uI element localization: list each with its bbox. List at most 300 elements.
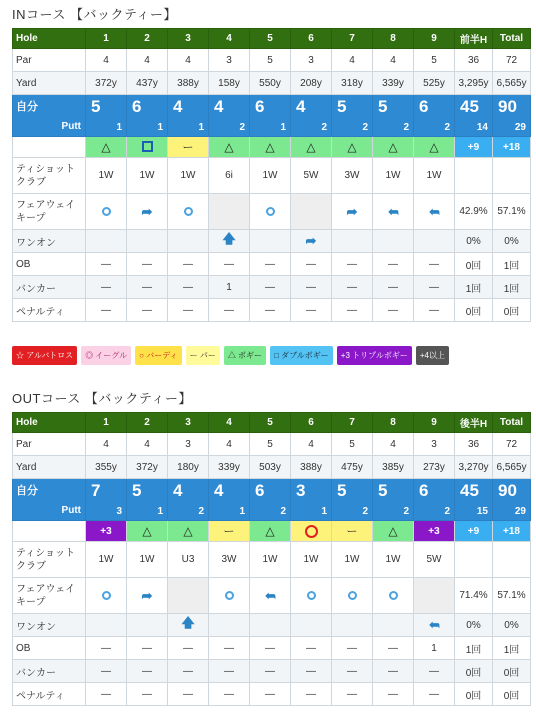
penalty-cell: — <box>414 299 455 322</box>
penalty-cell: — <box>373 683 414 706</box>
fairway-keep-label: フェアウェイ キープ <box>13 194 86 230</box>
par-cell: 4 <box>127 433 168 456</box>
result-mark-cell <box>414 521 455 542</box>
putt-value: 1 <box>157 506 163 517</box>
penalty-row <box>13 299 531 322</box>
yard-cell: 6,565y <box>493 72 531 95</box>
par-cell: 5 <box>414 49 455 72</box>
ob-cell: — <box>127 637 168 660</box>
strokes-value: 4 <box>296 97 306 116</box>
penalty-cell: 0回 <box>493 683 531 706</box>
strokes-value: 6 <box>419 481 429 500</box>
one-on-cell <box>291 230 332 253</box>
fairway-keep-cell <box>86 194 127 230</box>
bunker-row <box>13 276 531 299</box>
strokes-value: 5 <box>132 481 142 500</box>
penalty-cell: — <box>209 299 250 322</box>
putt-value: 1 <box>157 122 163 133</box>
tee-club-cell <box>493 158 531 194</box>
score-cell <box>332 479 373 521</box>
par-cell: 3 <box>414 433 455 456</box>
bunker-cell: 1回 <box>493 276 531 299</box>
strokes-value: 6 <box>255 97 265 116</box>
bunker-cell: — <box>127 276 168 299</box>
result-mark-cell <box>373 137 414 158</box>
fairway-hit-icon <box>102 207 111 216</box>
putt-value: 29 <box>514 506 526 517</box>
legend-eagle: ◎ イーグル <box>81 346 131 365</box>
bogey-triangle-icon: △ <box>388 140 398 154</box>
score-cell <box>455 95 493 137</box>
legend-albatross: ☆ アルバトロス <box>12 346 77 365</box>
one-on-cell <box>86 230 127 253</box>
par-label: Par <box>13 49 86 72</box>
arrow-left-icon: ➦ <box>264 587 276 603</box>
yard-label: Yard <box>13 72 86 95</box>
bogey-triangle-icon: △ <box>388 524 398 538</box>
bunker-cell: — <box>168 276 209 299</box>
fairway-hit-icon <box>266 207 275 216</box>
ob-label: OB <box>13 253 86 276</box>
penalty-cell: — <box>168 299 209 322</box>
score-cell <box>168 479 209 521</box>
bogey-triangle-icon: △ <box>183 524 193 538</box>
tee-club-row <box>13 542 531 578</box>
strokes-value: 90 <box>498 481 517 500</box>
bunker-row <box>13 660 531 683</box>
result-mark-cell <box>209 521 250 542</box>
fairway-keep-cell <box>373 194 414 230</box>
bunker-cell: — <box>291 276 332 299</box>
bunker-cell: — <box>332 276 373 299</box>
tee-club-cell <box>455 542 493 578</box>
putt-value: 2 <box>444 122 450 133</box>
yard-cell: 503y <box>250 456 291 479</box>
fairway-keep-cell <box>168 578 209 614</box>
hole-label: Hole <box>13 29 86 49</box>
par-cell: 4 <box>332 49 373 72</box>
fairway-keep-cell <box>414 578 455 614</box>
bunker-cell: 1回 <box>455 276 493 299</box>
penalty-cell: — <box>86 683 127 706</box>
tee-club-cell: 5W <box>291 158 332 194</box>
ob-cell: — <box>332 253 373 276</box>
score-cell <box>493 95 531 137</box>
tee-club-cell <box>493 542 531 578</box>
arrow-left-icon: ➦ <box>428 617 440 632</box>
ob-cell: — <box>332 637 373 660</box>
yard-cell: 158y <box>209 72 250 95</box>
legend-par: ー パー <box>186 346 220 365</box>
bogey-triangle-icon: △ <box>101 140 111 154</box>
result-mark-cell <box>250 137 291 158</box>
bunker-label: バンカー <box>13 276 86 299</box>
tee-club-cell: 1W <box>168 158 209 194</box>
score-row <box>13 95 531 137</box>
putt-value: 29 <box>514 122 526 133</box>
one-on-cell: 0% <box>493 230 531 253</box>
result-mark-cell <box>332 137 373 158</box>
hole-cell: 4 <box>209 413 250 433</box>
hole-cell: 4 <box>209 29 250 49</box>
strokes-value: 5 <box>337 481 347 500</box>
fairway-keep-cell <box>209 578 250 614</box>
self-label: 自分 <box>16 101 38 113</box>
bunker-cell: — <box>168 660 209 683</box>
ob-cell: — <box>168 637 209 660</box>
ob-cell: — <box>291 637 332 660</box>
hole-cell: 7 <box>332 413 373 433</box>
tee-club-cell: U3 <box>168 542 209 578</box>
one-on-label: ワンオン <box>13 230 86 253</box>
penalty-cell: — <box>332 299 373 322</box>
bunker-label: バンカー <box>13 660 86 683</box>
one-on-cell: 0% <box>455 230 493 253</box>
fairway-hit-icon <box>348 591 357 600</box>
result-mark-cell <box>168 521 209 542</box>
result-mark-cell <box>127 137 168 158</box>
hole-cell: 7 <box>332 29 373 49</box>
strokes-value: 4 <box>214 481 224 500</box>
tee-club-label: ティショット クラブ <box>13 158 86 194</box>
strokes-value: 45 <box>460 481 479 500</box>
legend-bogey: △ ボギー <box>224 346 266 365</box>
penalty-cell: — <box>332 683 373 706</box>
par-cell: 4 <box>86 433 127 456</box>
fairway-keep-cell: 71.4% <box>455 578 493 614</box>
bunker-cell: — <box>373 276 414 299</box>
hole-cell: 後半H <box>455 413 493 433</box>
ob-cell: — <box>291 253 332 276</box>
putt-value: 2 <box>321 122 327 133</box>
score-label-cell <box>13 479 86 521</box>
score-cell <box>250 95 291 137</box>
bogey-triangle-icon: △ <box>224 140 234 154</box>
result-mark-cell <box>127 521 168 542</box>
ob-cell: 1回 <box>455 637 493 660</box>
score-cell <box>373 479 414 521</box>
one-on-row <box>13 614 531 637</box>
par-dash-icon: ー <box>346 526 358 538</box>
in-course-title: INコース 【バックティー】 <box>12 7 177 22</box>
out-course-scorecard <box>12 412 531 706</box>
penalty-cell: 0回 <box>455 683 493 706</box>
strokes-value: 6 <box>255 481 265 500</box>
result-mark-cell <box>209 137 250 158</box>
yard-cell: 3,270y <box>455 456 493 479</box>
hole-cell: 3 <box>168 29 209 49</box>
yard-cell: 475y <box>332 456 373 479</box>
tee-club-cell: 3W <box>332 158 373 194</box>
ob-cell: 1 <box>414 637 455 660</box>
ob-cell: — <box>86 637 127 660</box>
hole-cell: 1 <box>86 29 127 49</box>
penalty-cell: 0回 <box>493 299 531 322</box>
arrow-right-icon: ➦ <box>305 233 317 248</box>
one-on-cell: 0% <box>493 614 531 637</box>
ob-cell: — <box>127 253 168 276</box>
legend-double-bogey: □ ダブルボギー <box>270 346 333 365</box>
result-mark-cell <box>373 521 414 542</box>
strokes-value: 5 <box>378 481 388 500</box>
arrow-up-icon: 🡅 <box>222 231 236 246</box>
score-legend <box>12 346 449 365</box>
bogey-triangle-icon: △ <box>347 140 357 154</box>
penalty-cell: — <box>250 683 291 706</box>
score-row <box>13 479 531 521</box>
yard-cell: 339y <box>373 72 414 95</box>
tee-club-cell: 1W <box>373 542 414 578</box>
putt-value: 15 <box>476 506 488 517</box>
hole-cell: 8 <box>373 413 414 433</box>
yard-cell: 437y <box>127 72 168 95</box>
ob-cell: — <box>86 253 127 276</box>
bunker-cell: — <box>291 660 332 683</box>
bunker-cell: 0回 <box>493 660 531 683</box>
ob-row <box>13 637 531 660</box>
hole-cell: 6 <box>291 29 332 49</box>
par-cell: 3 <box>209 49 250 72</box>
hole-cell: 9 <box>414 29 455 49</box>
to-par-cell: +9 <box>455 137 493 158</box>
fairway-keep-cell <box>127 578 168 614</box>
par-cell: 4 <box>168 49 209 72</box>
par-cell: 4 <box>291 433 332 456</box>
score-cell <box>86 479 127 521</box>
bogey-triangle-icon: △ <box>265 524 275 538</box>
result-mark-cell <box>86 521 127 542</box>
tee-club-cell: 1W <box>250 158 291 194</box>
yard-cell: 388y <box>291 456 332 479</box>
bogey-triangle-icon: △ <box>265 140 275 154</box>
hole-cell: 2 <box>127 29 168 49</box>
tee-club-cell: 1W <box>414 158 455 194</box>
one-on-cell <box>127 614 168 637</box>
tee-club-cell: 1W <box>373 158 414 194</box>
par-cell: 5 <box>250 433 291 456</box>
score-cell <box>86 95 127 137</box>
hole-cell: 2 <box>127 413 168 433</box>
par-cell: 36 <box>455 433 493 456</box>
tee-club-cell: 1W <box>127 158 168 194</box>
one-on-cell <box>168 614 209 637</box>
tee-club-cell: 1W <box>332 542 373 578</box>
strokes-value: 4 <box>173 481 183 500</box>
fairway-keep-row <box>13 578 531 614</box>
par-cell: 4 <box>209 433 250 456</box>
ob-cell: 0回 <box>455 253 493 276</box>
fairway-keep-row <box>13 194 531 230</box>
strokes-value: 6 <box>132 97 142 116</box>
penalty-label: ペナルティ <box>13 683 86 706</box>
bunker-cell: — <box>250 660 291 683</box>
score-cell <box>209 479 250 521</box>
putt-value: 1 <box>321 506 327 517</box>
score-cell <box>332 95 373 137</box>
fairway-keep-cell <box>373 578 414 614</box>
ob-cell: — <box>373 253 414 276</box>
penalty-cell: — <box>291 299 332 322</box>
fairway-keep-label: フェアウェイ キープ <box>13 578 86 614</box>
one-on-cell <box>168 230 209 253</box>
tee-club-cell: 1W <box>127 542 168 578</box>
yard-cell: 372y <box>127 456 168 479</box>
strokes-value: 5 <box>378 97 388 116</box>
par-cell: 4 <box>373 49 414 72</box>
score-cell <box>250 479 291 521</box>
yard-cell: 355y <box>86 456 127 479</box>
double-bogey-square-icon <box>142 141 153 152</box>
putt-value: 1 <box>116 122 122 133</box>
arrow-right-icon: ➦ <box>346 203 358 219</box>
strokes-value: 5 <box>91 97 101 116</box>
hole-cell: 8 <box>373 29 414 49</box>
tee-club-cell: 1W <box>250 542 291 578</box>
yard-cell: 385y <box>373 456 414 479</box>
one-on-cell <box>209 230 250 253</box>
bunker-cell: — <box>414 276 455 299</box>
fairway-keep-cell <box>168 194 209 230</box>
arrow-left-icon: ➦ <box>428 203 440 219</box>
yard-cell: 525y <box>414 72 455 95</box>
yard-cell: 372y <box>86 72 127 95</box>
hole-row <box>13 413 531 433</box>
putt-value: 1 <box>239 506 245 517</box>
score-cell <box>291 95 332 137</box>
result-mark-cell <box>168 137 209 158</box>
arrow-right-icon: ➦ <box>141 587 153 603</box>
score-label-cell <box>13 95 86 137</box>
penalty-cell: — <box>250 299 291 322</box>
ob-row <box>13 253 531 276</box>
fairway-keep-cell <box>250 578 291 614</box>
putt-value: 2 <box>362 506 368 517</box>
one-on-cell <box>373 230 414 253</box>
strokes-value: 45 <box>460 97 479 116</box>
ob-label: OB <box>13 637 86 660</box>
result-mark-cell <box>291 521 332 542</box>
one-on-cell <box>209 614 250 637</box>
par-label: Par <box>13 433 86 456</box>
putt-value: 2 <box>444 506 450 517</box>
tee-club-cell: 6i <box>209 158 250 194</box>
bunker-cell: — <box>86 660 127 683</box>
penalty-cell: — <box>127 683 168 706</box>
yard-cell: 550y <box>250 72 291 95</box>
hole-label: Hole <box>13 413 86 433</box>
yard-cell: 388y <box>168 72 209 95</box>
penalty-cell: — <box>373 299 414 322</box>
par-dash-icon: ー <box>182 142 194 154</box>
yard-cell: 3,295y <box>455 72 493 95</box>
to-par-cell: +9 <box>455 521 493 542</box>
putt-value: 2 <box>198 506 204 517</box>
tee-club-label: ティショット クラブ <box>13 542 86 578</box>
tee-club-row <box>13 158 531 194</box>
hole-cell: 前半H <box>455 29 493 49</box>
ob-cell: 1回 <box>493 253 531 276</box>
par-row <box>13 49 531 72</box>
tee-club-cell <box>455 158 493 194</box>
yard-row <box>13 456 531 479</box>
bunker-cell: — <box>414 660 455 683</box>
bunker-cell: — <box>86 276 127 299</box>
bunker-cell: — <box>127 660 168 683</box>
penalty-cell: — <box>168 683 209 706</box>
yard-label: Yard <box>13 456 86 479</box>
tee-club-cell: 1W <box>86 542 127 578</box>
ob-cell: — <box>414 253 455 276</box>
putt-value: 3 <box>116 506 122 517</box>
in-course-scorecard <box>12 28 531 322</box>
ob-cell: — <box>250 253 291 276</box>
par-cell: 72 <box>493 433 531 456</box>
arrow-left-icon: ➦ <box>387 203 399 219</box>
strokes-value: 4 <box>214 97 224 116</box>
score-cell <box>291 479 332 521</box>
strokes-value: 3 <box>296 481 306 500</box>
one-on-cell <box>250 614 291 637</box>
putt-label: Putt <box>61 121 81 132</box>
par-cell: 4 <box>86 49 127 72</box>
strokes-value: 90 <box>498 97 517 116</box>
one-on-cell <box>291 614 332 637</box>
fairway-keep-cell <box>291 194 332 230</box>
hole-cell: 6 <box>291 413 332 433</box>
arrow-right-icon: ➦ <box>141 203 153 219</box>
one-on-cell <box>86 614 127 637</box>
hole-cell: Total <box>493 29 531 49</box>
score-cell <box>209 95 250 137</box>
tee-club-cell: 3W <box>209 542 250 578</box>
putt-label: Putt <box>61 505 81 516</box>
tee-club-cell: 1W <box>86 158 127 194</box>
result-mark-cell <box>291 137 332 158</box>
strokes-value: 6 <box>419 97 429 116</box>
ob-cell: — <box>250 637 291 660</box>
penalty-cell: — <box>86 299 127 322</box>
putt-value: 1 <box>280 122 286 133</box>
result-mark-label <box>13 137 86 158</box>
fairway-hit-icon <box>307 591 316 600</box>
penalty-label: ペナルティ <box>13 299 86 322</box>
hole-cell: 5 <box>250 29 291 49</box>
par-cell: 3 <box>168 433 209 456</box>
result-mark-cell <box>332 521 373 542</box>
strokes-value: 5 <box>337 97 347 116</box>
one-on-cell <box>414 230 455 253</box>
penalty-cell: — <box>414 683 455 706</box>
result-mark-row <box>13 521 531 542</box>
strokes-value: 4 <box>173 97 183 116</box>
par-row <box>13 433 531 456</box>
fairway-hit-icon <box>184 207 193 216</box>
par-cell: 4 <box>127 49 168 72</box>
legend-birdie: ○ バーディ <box>135 346 181 365</box>
hole-cell: 1 <box>86 413 127 433</box>
to-par-cell: +18 <box>493 521 531 542</box>
one-on-cell <box>332 614 373 637</box>
one-on-cell <box>414 614 455 637</box>
fairway-keep-cell <box>127 194 168 230</box>
putt-value: 2 <box>239 122 245 133</box>
result-mark-cell <box>414 137 455 158</box>
yard-cell: 273y <box>414 456 455 479</box>
hole-cell: 5 <box>250 413 291 433</box>
hole-cell: 3 <box>168 413 209 433</box>
yard-cell: 339y <box>209 456 250 479</box>
fairway-keep-cell: 57.1% <box>493 578 531 614</box>
